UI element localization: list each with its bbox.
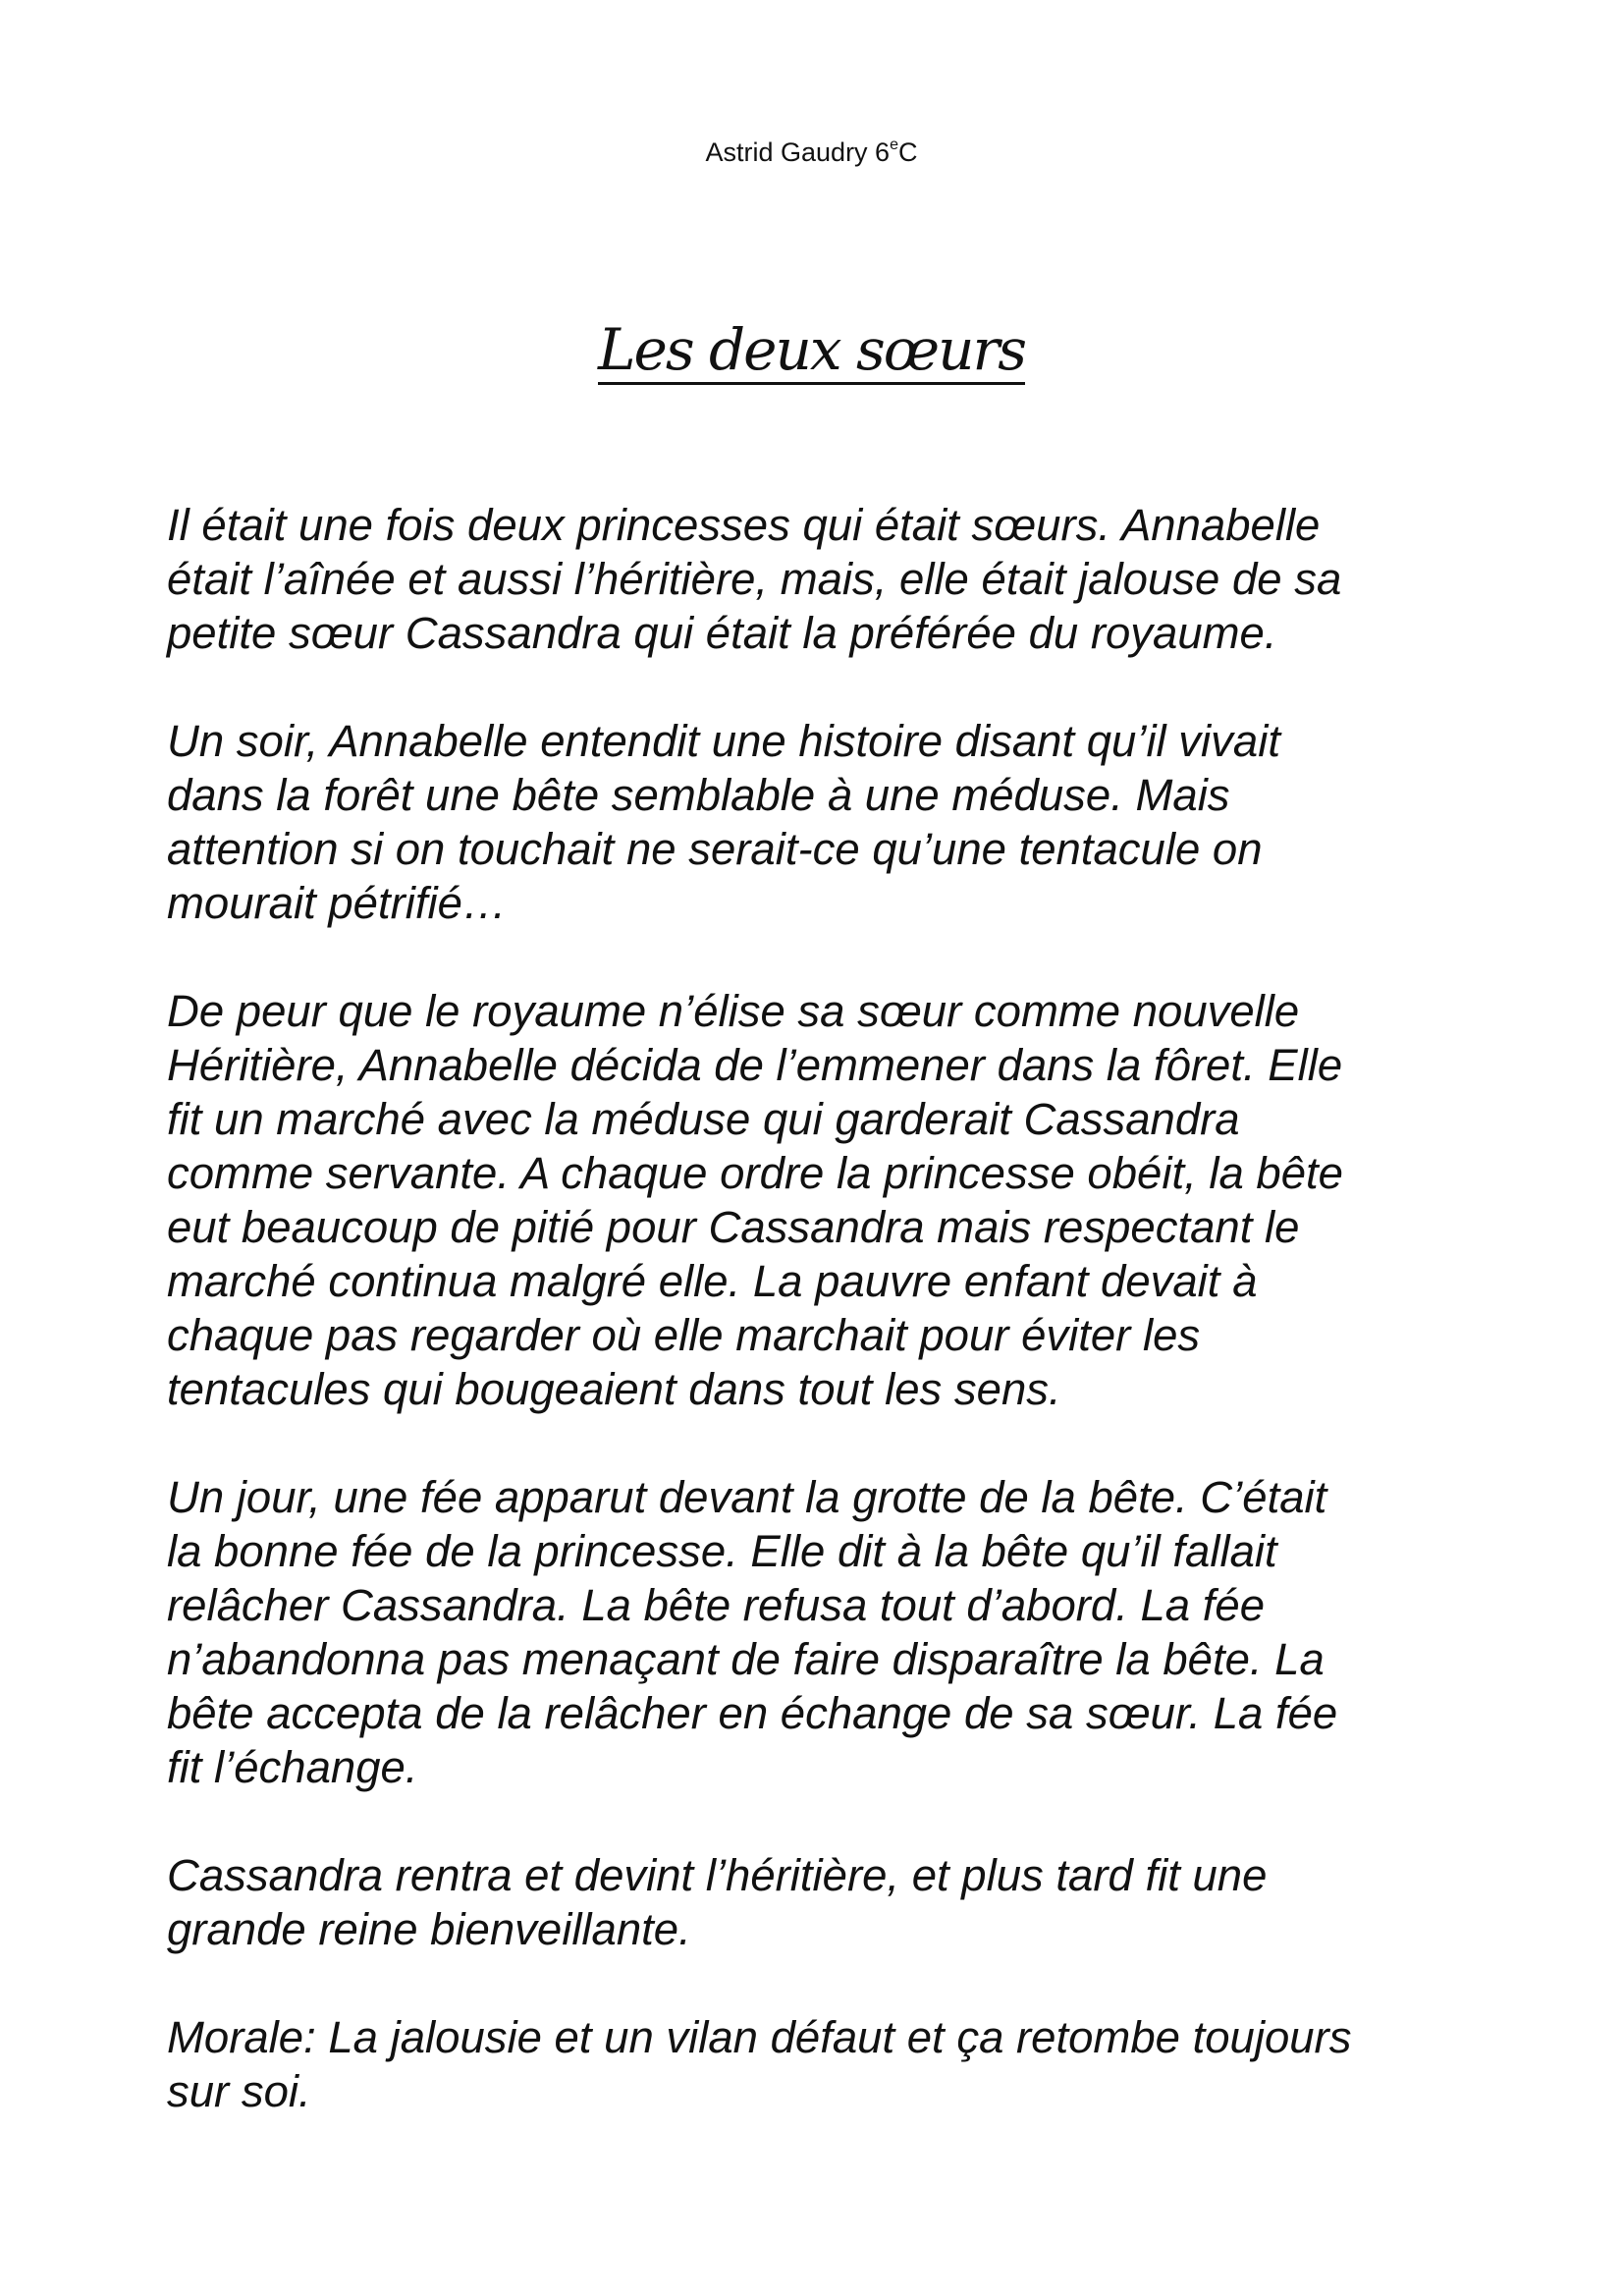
text-line: De peur que le royaume n’élise sa sœur comme nouvelle [167,986,1300,1036]
paragraph-1 [167,498,1483,660]
text-line: petite sœur Cassandra qui était la préférée du royaume. [167,608,1277,658]
title-text: Les deux sœurs [598,316,1025,383]
author-name: Astrid Gaudry 6 [705,137,891,167]
text-line: n’abandonna pas menaçant de faire disparaître la bête. La [167,1634,1325,1684]
text-line: fit un marché avec la méduse qui garderait Cassandra [167,1094,1240,1144]
text-line: Héritière, Annabelle décida de l’emmener dans la fôret. Elle [167,1040,1343,1090]
paragraph-5 [167,1848,1483,1956]
text-line: Un jour, une fée apparut devant la grotte de la bête. C’était [167,1472,1327,1522]
text-line: tentacules qui bougeaient dans tout les sens. [167,1364,1061,1414]
class-superscript: e [890,137,898,153]
text-line: comme servante. A chaque ordre la princesse obéit, la bête [167,1148,1343,1198]
author-line [0,137,1623,168]
text-line: la bonne fée de la princesse. Elle dit à la bête qu’il fallait [167,1526,1277,1576]
text-line: grande reine bienveillante. [167,1904,691,1954]
text-line: relâcher Cassandra. La bête refusa tout d’abord. La fée [167,1580,1265,1630]
class-letter: C [897,137,918,167]
paragraph-2 [167,714,1483,930]
text-line: bête accepta de la relâcher en échange de sa sœur. La fée [167,1688,1338,1738]
text-line: marché continua malgré elle. La pauvre enfant devait à [167,1256,1258,1306]
text-line: chaque pas regarder où elle marchait pour éviter les [167,1310,1201,1360]
text-line: attention si on touchait ne serait-ce qu’une tentacule on [167,824,1263,874]
text-line: Un soir, Annabelle entendit une histoire disant qu’il vivait [167,716,1280,766]
text-line: Il était une fois deux princesses qui était sœurs. Annabelle [167,500,1321,550]
text-line: Morale: La jalousie et un vilan défaut et ça retombe toujours [167,2012,1352,2062]
text-line: sur soi. [167,2066,311,2116]
text-line: mourait pétrifié… [167,878,508,928]
text-line: était l’aînée et aussi l’héritière, mais, elle était jalouse de sa [167,554,1342,604]
text-line: Cassandra rentra et devint l’héritière, et plus tard fit une [167,1850,1268,1900]
story-body [167,498,1483,2172]
text-line: eut beaucoup de pitié pour Cassandra mais respectant le [167,1202,1300,1252]
paragraph-3 [167,984,1483,1416]
document-title [0,316,1623,385]
text-line: fit l’échange. [167,1742,418,1792]
text-line: dans la forêt une bête semblable à une méduse. Mais [167,770,1230,820]
paragraph-moral [167,2010,1483,2118]
paragraph-4 [167,1470,1483,1794]
